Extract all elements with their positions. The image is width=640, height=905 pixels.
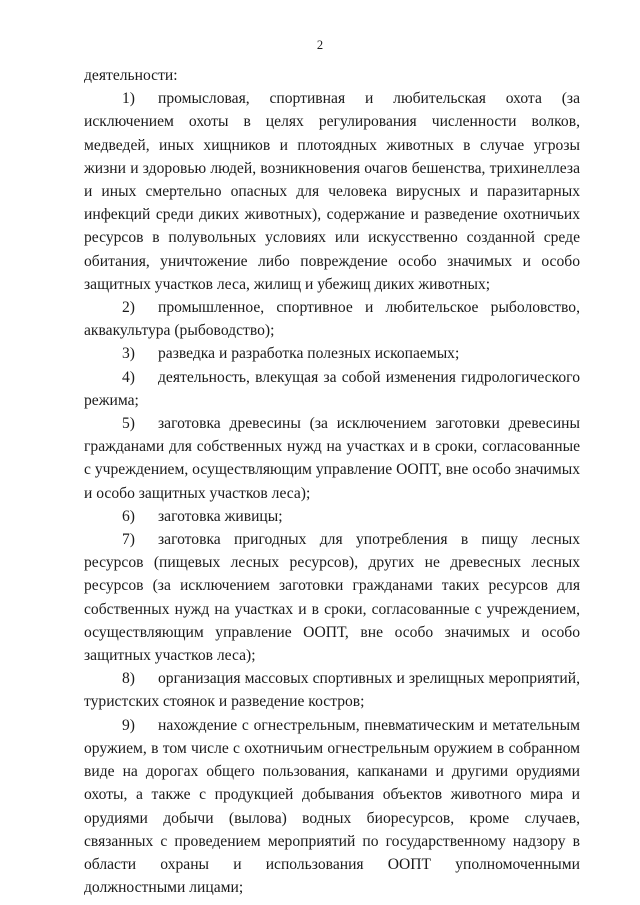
list-item-number: 8) [122, 670, 135, 688]
page-number: 2 [316, 38, 324, 52]
continuation-text: деятельности: [84, 67, 178, 84]
list-item-text: промысловая, спортивная и любительская охота (за исключением охоты в целях регулирования численности волков, медведей, иных хищников и плотоядных животных в случае угрозы жизни и здоровью людей, возникновения очагов бешенства, трихинеллеза и иных смертельно опасных для человека вирусных и паразитарных инфекций среди диких животных), содержание и разведение охотничьих ресурсов в полувольных условиях или искусственно созданной среде обитания, уничтожение либо повреждение особо значимых и особо защитных участков леса, жилищ и убежищ диких животных; [84, 90, 580, 293]
list-item-number: 6) [122, 507, 135, 525]
list-item [84, 505, 580, 528]
list-item-text: организация массовых спортивных и зрелищных мероприятий, туристских стоянок и разведение костров; [84, 670, 580, 711]
list-item [84, 342, 580, 365]
list-item-number: 9) [122, 716, 135, 734]
list-item [84, 667, 580, 713]
list-item-text: нахождение с огнестрельным, пневматическим и метательным оружием, в том числе с охотничьим огнестрельным оружием в собранном виде на дорогах общего пользования, капканами и другими орудиями охоты, а также с продукцией добывания объектов животного мира и орудиями добычи (вылова) водных биоресурсов, кроме случаев, связанных с проведением мероприятий по государственному надзору в области охраны и использования ООПТ уполномоченными должностными лицами; [84, 716, 580, 897]
list-item [84, 87, 580, 296]
list-item-number: 3) [122, 345, 135, 363]
list-item-text: деятельность, влекущая за собой изменения гидрологического режима; [84, 368, 580, 409]
list-item-number: 1) [122, 90, 135, 108]
list-item-text: промышленное, спортивное и любительское рыболовство, аквакультура (рыбоводство); [84, 299, 580, 340]
list-item [84, 412, 580, 505]
list-item [84, 296, 580, 342]
list-item-text: заготовка пригодных для употребления в пищу лесных ресурсов (пищевых лесных ресурсов), других не древесных лесных ресурсов (за исключением заготовки гражданами таких ресурсов для собственных нужд на участках и в сроки, согласованные с учреждением, осуществляющим управление ООПТ, вне особо значимых и особо защитных участков леса); [84, 531, 580, 665]
list-item-text: заготовка древесины (за исключением заготовки древесины гражданами для собственных нужд на участках и в сроки, согласованные с учреждением, осуществляющим управление ООПТ, вне особо значимых и особо защитных участков леса); [84, 415, 580, 502]
list-item-number: 5) [122, 415, 135, 433]
list-item [84, 714, 580, 900]
list-item [84, 366, 580, 412]
list-item-text: заготовка живицы; [158, 507, 283, 525]
list-item-number: 2) [122, 299, 135, 317]
list-item-number: 7) [122, 531, 135, 549]
list-item [84, 528, 580, 667]
document-body [84, 64, 580, 899]
list-item-text: разведка и разработка полезных ископаемых; [158, 345, 460, 363]
list-item-number: 4) [122, 368, 135, 386]
